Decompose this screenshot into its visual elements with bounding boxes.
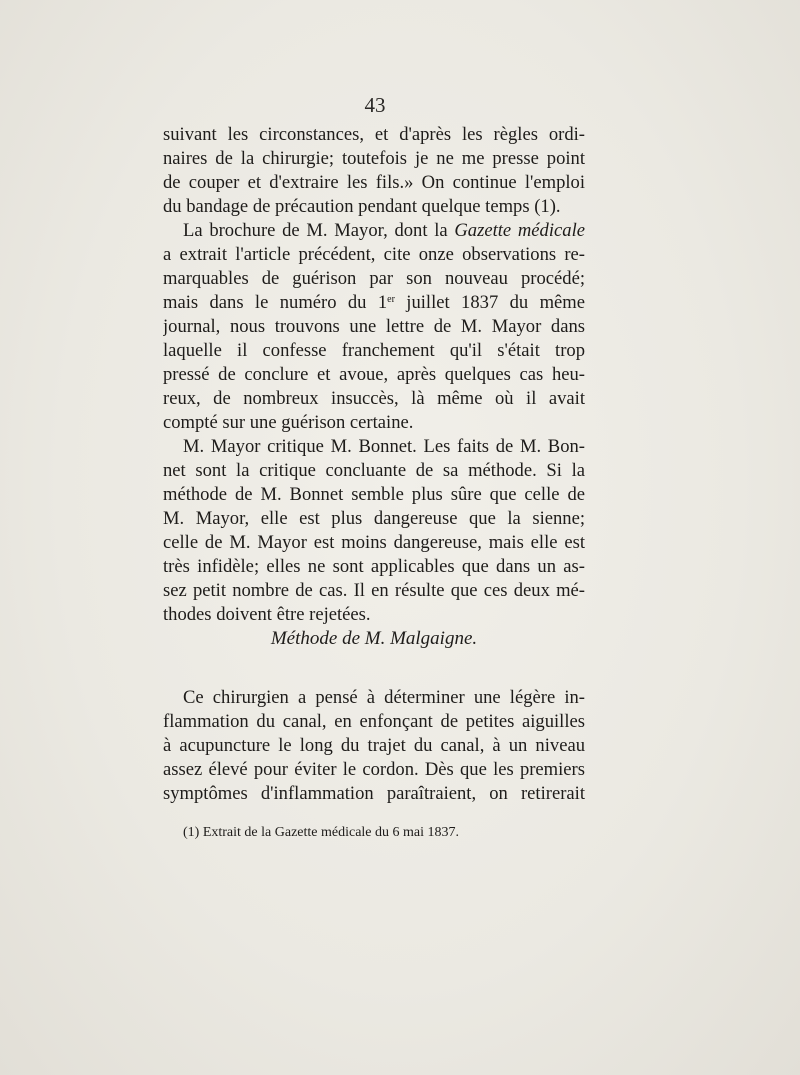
text-line: mais dans le numéro du 1er juillet 1837 du même (163, 292, 585, 313)
text-line: compté sur une guérison certaine. (163, 412, 414, 433)
text-line: La brochure de M. Mayor, dont la Gazette médicale (183, 220, 585, 241)
text-line: très infidèle; elles ne sont applicables que dans un as- (163, 556, 585, 577)
text-line: symptômes d'inflammation paraîtraient, on retirerait (163, 783, 585, 804)
text-line: journal, nous trouvons une lettre de M. Mayor dans (163, 316, 585, 337)
text-line: flammation du canal, en enfonçant de petites aiguilles (163, 711, 585, 732)
text-line: naires de la chirurgie; toutefois je ne me presse point (163, 148, 585, 169)
text-line: reux, de nombreux insuccès, là même où il avait (163, 388, 585, 409)
text-line: laquelle il confesse franchement qu'il s'était trop (163, 340, 585, 361)
text-line: M. Mayor, elle est plus dangereuse que la sienne; (163, 508, 585, 529)
text-line: assez élevé pour éviter le cordon. Dès que les premiers (163, 759, 585, 780)
page-number: 43 (364, 93, 386, 117)
text-line: méthode de M. Bonnet semble plus sûre que celle de (163, 484, 585, 505)
text-line: thodes doivent être rejetées. (163, 604, 371, 625)
text-line: net sont la critique concluante de sa méthode. Si la (163, 460, 585, 481)
text-line: celle de M. Mayor est moins dangereuse, mais elle est (163, 532, 585, 553)
journal-title: Gazette médicale (454, 220, 585, 241)
text-line: a extrait l'article précédent, cite onze observations re- (163, 244, 585, 265)
text-line: pressé de conclure et avoue, après quelques cas heu- (163, 364, 585, 385)
section-heading: Méthode de M. Malgaigne. (270, 628, 478, 649)
text-line: suivant les circonstances, et d'après les règles ordi- (163, 124, 585, 145)
text-line: marquables de guérison par son nouveau procédé; (163, 268, 585, 289)
text-line: Ce chirurgien a pensé à déterminer une légère in- (183, 687, 585, 708)
text-line: de couper et d'extraire les fils.» On continue l'emploi (163, 172, 585, 193)
text-line: à acupuncture le long du trajet du canal, à un niveau (163, 735, 585, 756)
footnote: (1) Extrait de la Gazette médicale du 6 mai 1837. (183, 825, 460, 840)
text-line: sez petit nombre de cas. Il en résulte que ces deux mé- (163, 580, 585, 601)
text-line: du bandage de précaution pendant quelque temps (1). (163, 196, 561, 217)
text-line: M. Mayor critique M. Bonnet. Les faits de M. Bon- (183, 436, 585, 457)
